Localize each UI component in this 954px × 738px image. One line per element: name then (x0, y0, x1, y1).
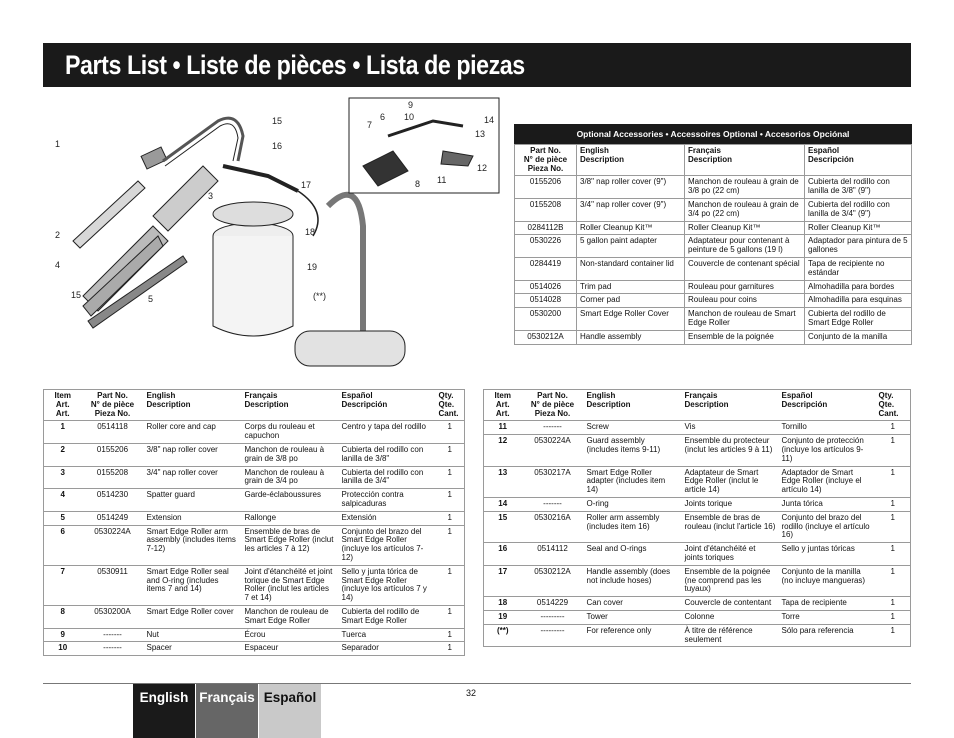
cell-english: Tower (584, 610, 682, 624)
parts-diagram-svg (43, 96, 503, 386)
cell-french: Couvercle de contentant (682, 597, 779, 611)
cell-part-no: 0155206 (82, 443, 144, 466)
callout-label: 7 (367, 120, 373, 130)
cell-spanish: Almohadilla para bordes (805, 280, 912, 294)
cell-part-no: 0530224A (522, 435, 584, 466)
callout-label: (**) (313, 291, 326, 301)
cell-spanish: Sello y juntas tóricas (779, 543, 876, 566)
cell-english: Handle assembly (does not include hoses) (584, 565, 682, 596)
cell-item: 4 (44, 489, 82, 512)
cell-french: Rouleau pour coins (685, 294, 805, 308)
table-row (515, 280, 912, 294)
cell-item: 14 (484, 497, 522, 511)
cell-spanish: Extensión (339, 511, 436, 525)
cell-part-no: 0530216A (522, 511, 584, 542)
cell-part-no: --------- (522, 624, 584, 647)
cell-english: Smart Edge Roller adapter (includes item 14) (584, 466, 682, 497)
page-title-banner (43, 43, 911, 87)
cell-french: Ensemble de bras de rouleau (inclut l'article 16) (682, 511, 779, 542)
cell-english: Roller core and cap (144, 421, 242, 444)
cell-part-no: 0284419 (515, 257, 577, 280)
inset-box (349, 98, 499, 193)
cell-french: Manchon de rouleau à grain de 3/8 po (242, 443, 339, 466)
table-row (515, 176, 912, 199)
cell-english: Roller Cleanup Kit™ (577, 221, 685, 235)
cell-item: 6 (44, 525, 82, 565)
col-header: Qty. Qte. Cant. (436, 390, 465, 421)
cell-spanish: Tapa de recipiente no estándar (805, 257, 912, 280)
cell-english: Seal and O-rings (584, 543, 682, 566)
page-number: 32 (466, 688, 477, 698)
cell-french: Colonne (682, 610, 779, 624)
base-illustration (295, 331, 405, 366)
cell-french: Manchon de rouleau de Smart Edge Roller (685, 308, 805, 331)
callout-label: 5 (148, 294, 154, 304)
callout-label: 12 (477, 163, 488, 173)
table-row (515, 235, 912, 258)
col-header: Item Art. Art. (44, 390, 82, 421)
cell-qty: 1 (876, 543, 911, 566)
col-header: Item Art. Art. (484, 390, 522, 421)
table-row (515, 221, 912, 235)
cell-qty: 1 (876, 435, 911, 466)
cell-item: 19 (484, 610, 522, 624)
callout-label: 14 (484, 115, 495, 125)
cell-qty: 1 (876, 511, 911, 542)
cell-part-no: 0530200A (82, 605, 144, 628)
callout-label: 13 (475, 129, 486, 139)
table-row (44, 466, 465, 489)
table-row (484, 511, 911, 542)
cell-spanish: Conjunto de la manilla (805, 330, 912, 344)
cell-french: Adaptateur pour contenant à peinture de 5 gallons (19 l) (685, 235, 805, 258)
cell-qty: 1 (876, 565, 911, 596)
cell-part-no: 0155208 (515, 198, 577, 221)
table-row (44, 628, 465, 642)
callout-label: 10 (404, 112, 415, 122)
cell-item: 2 (44, 443, 82, 466)
cell-part-no: 0514026 (515, 280, 577, 294)
cell-spanish: Centro y tapa del rodillo (339, 421, 436, 444)
cell-french: Adaptateur de Smart Edge Roller (inclut le article 14) (682, 466, 779, 497)
cell-qty: 1 (436, 642, 465, 656)
cell-part-no: 0514118 (82, 421, 144, 444)
col-header: English Description (144, 390, 242, 421)
page-title: Parts List • Liste de pièces • Lista de piezas (65, 50, 525, 80)
parts-grid-right (483, 389, 911, 647)
col-header: Part No. N° de pièce Pieza No. (82, 390, 144, 421)
cell-french: Écrou (242, 628, 339, 642)
cell-english: Roller arm assembly (includes item 16) (584, 511, 682, 542)
table-row (484, 497, 911, 511)
cell-french: Rallonge (242, 511, 339, 525)
cell-part-no: 0530224A (82, 525, 144, 565)
col-header: Español Descripción (339, 390, 436, 421)
cell-spanish: Roller Cleanup Kit™ (805, 221, 912, 235)
parts-grid-left (43, 389, 465, 656)
cell-qty: 1 (876, 610, 911, 624)
cell-part-no: ------- (522, 497, 584, 511)
parts-diagram (43, 96, 503, 386)
cell-item: 10 (44, 642, 82, 656)
cell-qty: 1 (876, 597, 911, 611)
cell-item: 1 (44, 421, 82, 444)
table-row (515, 330, 912, 344)
cell-french: Rouleau pour garnitures (685, 280, 805, 294)
callout-label: 17 (301, 180, 312, 190)
callout-label: 16 (272, 141, 283, 151)
cell-part-no: 0530212A (515, 330, 577, 344)
cell-part-no: 0514112 (522, 543, 584, 566)
cell-french: Ensemble du protecteur (inclut les articles 9 à 11) (682, 435, 779, 466)
callout-label: 3 (208, 191, 214, 201)
cell-part-no: 0514229 (522, 597, 584, 611)
cell-qty: 1 (436, 565, 465, 605)
cell-part-no: 0284112B (515, 221, 577, 235)
cell-qty: 1 (436, 525, 465, 565)
cell-english: Extension (144, 511, 242, 525)
col-header: Part No. N° de pièce Pieza No. (522, 390, 584, 421)
cell-french: Corps du rouleau et capuchon (242, 421, 339, 444)
cell-english: Nut (144, 628, 242, 642)
cell-spanish: Conjunto de la manilla (no incluye mangueras) (779, 565, 876, 596)
cell-english: Smart Edge Roller seal and O-ring (includes items 7 and 14) (144, 565, 242, 605)
cell-french: Ensemble de la poignée (ne comprend pas les tuyaux) (682, 565, 779, 596)
table-row (484, 565, 911, 596)
cell-english: Trim pad (577, 280, 685, 294)
cell-spanish: Junta tórica (779, 497, 876, 511)
table-header-row (484, 390, 911, 421)
cell-spanish: Almohadilla para esquinas (805, 294, 912, 308)
cell-part-no: 0530200 (515, 308, 577, 331)
cell-qty: 1 (436, 421, 465, 444)
table-row (515, 198, 912, 221)
cell-item: 9 (44, 628, 82, 642)
cell-french: Manchon de rouleau à grain de 3/4 po (22 cm) (685, 198, 805, 221)
table-row (44, 642, 465, 656)
optional-accessories-table (514, 124, 912, 345)
cell-part-no: ------- (522, 421, 584, 435)
table-row (484, 543, 911, 566)
callout-label: 15 (272, 116, 283, 126)
cell-part-no: 0530911 (82, 565, 144, 605)
cell-french: Roller Cleanup Kit™ (685, 221, 805, 235)
cell-english: Guard assembly (includes items 9-11) (584, 435, 682, 466)
cell-item: 5 (44, 511, 82, 525)
cell-qty: 1 (436, 605, 465, 628)
table-row (484, 624, 911, 647)
table-header-row (44, 390, 465, 421)
callout-label: 8 (415, 179, 421, 189)
cell-french: À titre de référence seulement (682, 624, 779, 647)
cell-item: 13 (484, 466, 522, 497)
cell-english: O-ring (584, 497, 682, 511)
cell-qty: 1 (436, 489, 465, 512)
cell-english: Spacer (144, 642, 242, 656)
cell-french: Garde-éclaboussures (242, 489, 339, 512)
cell-french: Manchon de rouleau à grain de 3/8 po (22 cm) (685, 176, 805, 199)
table-row (484, 597, 911, 611)
parts-table-right (483, 389, 911, 647)
callout-label: 4 (55, 260, 61, 270)
cell-english: For reference only (584, 624, 682, 647)
cell-item: 16 (484, 543, 522, 566)
cell-french: Joints torique (682, 497, 779, 511)
table-row (44, 443, 465, 466)
cell-item: 15 (484, 511, 522, 542)
cell-spanish: Sólo para referencia (779, 624, 876, 647)
cell-french: Joint d'étanchéité et joints toriques (682, 543, 779, 566)
callout-label: 19 (307, 262, 318, 272)
optional-accessories-caption: Optional Accessories • Accessoires Optional • Accesorios Opciónal (514, 124, 912, 144)
cell-english: 3/4" nap roller cover (9") (577, 198, 685, 221)
cell-english: Smart Edge Roller cover (144, 605, 242, 628)
cell-item: 12 (484, 435, 522, 466)
cell-item: 11 (484, 421, 522, 435)
cell-qty: 1 (876, 497, 911, 511)
callout-label: 1 (55, 139, 61, 149)
cell-spanish: Cubierta del rodillo con lanilla de 3/8" (339, 443, 436, 466)
cell-spanish: Adaptador de Smart Edge Roller (incluye el artículo 14) (779, 466, 876, 497)
col-header: English Description (577, 145, 685, 176)
cell-spanish: Tuerca (339, 628, 436, 642)
table-row (515, 308, 912, 331)
cell-part-no: 0514249 (82, 511, 144, 525)
cell-english: 5 gallon paint adapter (577, 235, 685, 258)
col-header: English Description (584, 390, 682, 421)
cell-english: 3/8" nap roller cover (144, 443, 242, 466)
cell-english: Smart Edge Roller Cover (577, 308, 685, 331)
cell-english: Smart Edge Roller arm assembly (includes items 7-12) (144, 525, 242, 565)
cell-qty: 1 (436, 511, 465, 525)
can-cover-illustration (213, 202, 293, 226)
table-row (484, 435, 911, 466)
cell-french: Vis (682, 421, 779, 435)
language-tab-spanish[interactable]: Español (259, 684, 321, 738)
cell-part-no: 0514230 (82, 489, 144, 512)
table-row (515, 257, 912, 280)
col-header: Qty. Qte. Cant. (876, 390, 911, 421)
callout-label: 15 (71, 290, 82, 300)
cell-item: 8 (44, 605, 82, 628)
col-header: Français Description (242, 390, 339, 421)
cell-spanish: Conjunto de protección (incluye los artículos 9-11) (779, 435, 876, 466)
cell-english: Handle assembly (577, 330, 685, 344)
cell-part-no: 0155206 (515, 176, 577, 199)
cell-french: Manchon de rouleau de Smart Edge Roller (242, 605, 339, 628)
cell-french: Couvercle de contenant spécial (685, 257, 805, 280)
col-header: Français Description (685, 145, 805, 176)
roller-cap-illustration (141, 147, 167, 169)
cell-qty: 1 (436, 628, 465, 642)
cell-french: Ensemble de la poignée (685, 330, 805, 344)
cell-item: (**) (484, 624, 522, 647)
col-header: Français Description (682, 390, 779, 421)
cell-english: Screw (584, 421, 682, 435)
cell-part-no: ------- (82, 642, 144, 656)
col-header: Part No. N° de pièce Pieza No. (515, 145, 577, 176)
callout-label: 11 (437, 175, 447, 185)
cell-spanish: Conjunto del brazo del rodillo (incluye el artículo 16) (779, 511, 876, 542)
table-row (44, 511, 465, 525)
parts-table-left (43, 389, 465, 656)
cell-spanish: Cubierta del rodillo de Smart Edge Roller (339, 605, 436, 628)
language-tab-english[interactable]: English (133, 684, 195, 738)
callout-label: 18 (305, 227, 316, 237)
cell-qty: 1 (436, 443, 465, 466)
table-row (515, 294, 912, 308)
cell-english: Corner pad (577, 294, 685, 308)
table-row (484, 421, 911, 435)
callout-label: 9 (408, 100, 414, 110)
cell-spanish: Adaptador para pintura de 5 gallones (805, 235, 912, 258)
cell-spanish: Cubierta del rodillo con lanilla de 3/4" (9") (805, 198, 912, 221)
optional-accessories-grid (514, 144, 912, 345)
cell-french: Ensemble de bras de Smart Edge Roller (inclut les articles 7 à 12) (242, 525, 339, 565)
table-row (44, 605, 465, 628)
cell-part-no: ------- (82, 628, 144, 642)
cell-spanish: Torre (779, 610, 876, 624)
cell-part-no: 0530217A (522, 466, 584, 497)
cell-part-no: --------- (522, 610, 584, 624)
cell-french: Manchon de rouleau à grain de 3/4 po (242, 466, 339, 489)
cell-item: 17 (484, 565, 522, 596)
cell-part-no: 0155208 (82, 466, 144, 489)
handle-illustration (223, 166, 298, 191)
table-row (44, 565, 465, 605)
cell-french: Joint d'étanchéité et joint torique de Smart Edge Roller (inclut les articles 7 et 14) (242, 565, 339, 605)
cell-part-no: 0514028 (515, 294, 577, 308)
language-tab-french[interactable]: Français (196, 684, 258, 738)
cell-spanish: Tapa de recipiente (779, 597, 876, 611)
can-illustration (213, 236, 293, 336)
col-header: Español Descripción (805, 145, 912, 176)
roller-arm-illustration (165, 124, 238, 166)
cell-part-no: 0530226 (515, 235, 577, 258)
cell-spanish: Protección contra salpicaduras (339, 489, 436, 512)
table-row (44, 525, 465, 565)
cell-english: Non-standard container lid (577, 257, 685, 280)
cell-english: 3/4" nap roller cover (144, 466, 242, 489)
cell-spanish: Cubierta del rodillo con lanilla de 3/8" (9") (805, 176, 912, 199)
roller-core-illustration (73, 181, 145, 248)
table-row (484, 466, 911, 497)
cell-qty: 1 (876, 624, 911, 647)
cell-item: 3 (44, 466, 82, 489)
cell-qty: 1 (876, 421, 911, 435)
table-row (484, 610, 911, 624)
cell-spanish: Conjunto del brazo del Smart Edge Roller (incluye los artículos 7-12) (339, 525, 436, 565)
cell-spanish: Cubierta del rodillo con lanilla de 3/4" (339, 466, 436, 489)
cell-spanish: Tornillo (779, 421, 876, 435)
callout-label: 2 (55, 230, 61, 240)
cell-spanish: Separador (339, 642, 436, 656)
cell-english: Can cover (584, 597, 682, 611)
cell-item: 18 (484, 597, 522, 611)
table-row (44, 421, 465, 444)
cell-spanish: Sello y junta tórica de Smart Edge Roller (incluye los artículos 7 y 14) (339, 565, 436, 605)
tower-illustration (328, 195, 363, 346)
cell-french: Espaceur (242, 642, 339, 656)
cell-qty: 1 (876, 466, 911, 497)
cell-english: 3/8" nap roller cover (9") (577, 176, 685, 199)
table-header-row (515, 145, 912, 176)
cell-part-no: 0530212A (522, 565, 584, 596)
cell-item: 7 (44, 565, 82, 605)
callout-label: 6 (380, 112, 386, 122)
cell-qty: 1 (436, 466, 465, 489)
cell-spanish: Cubierta del rodillo de Smart Edge Roller (805, 308, 912, 331)
col-header: Español Descripción (779, 390, 876, 421)
cell-english: Spatter guard (144, 489, 242, 512)
table-row (44, 489, 465, 512)
